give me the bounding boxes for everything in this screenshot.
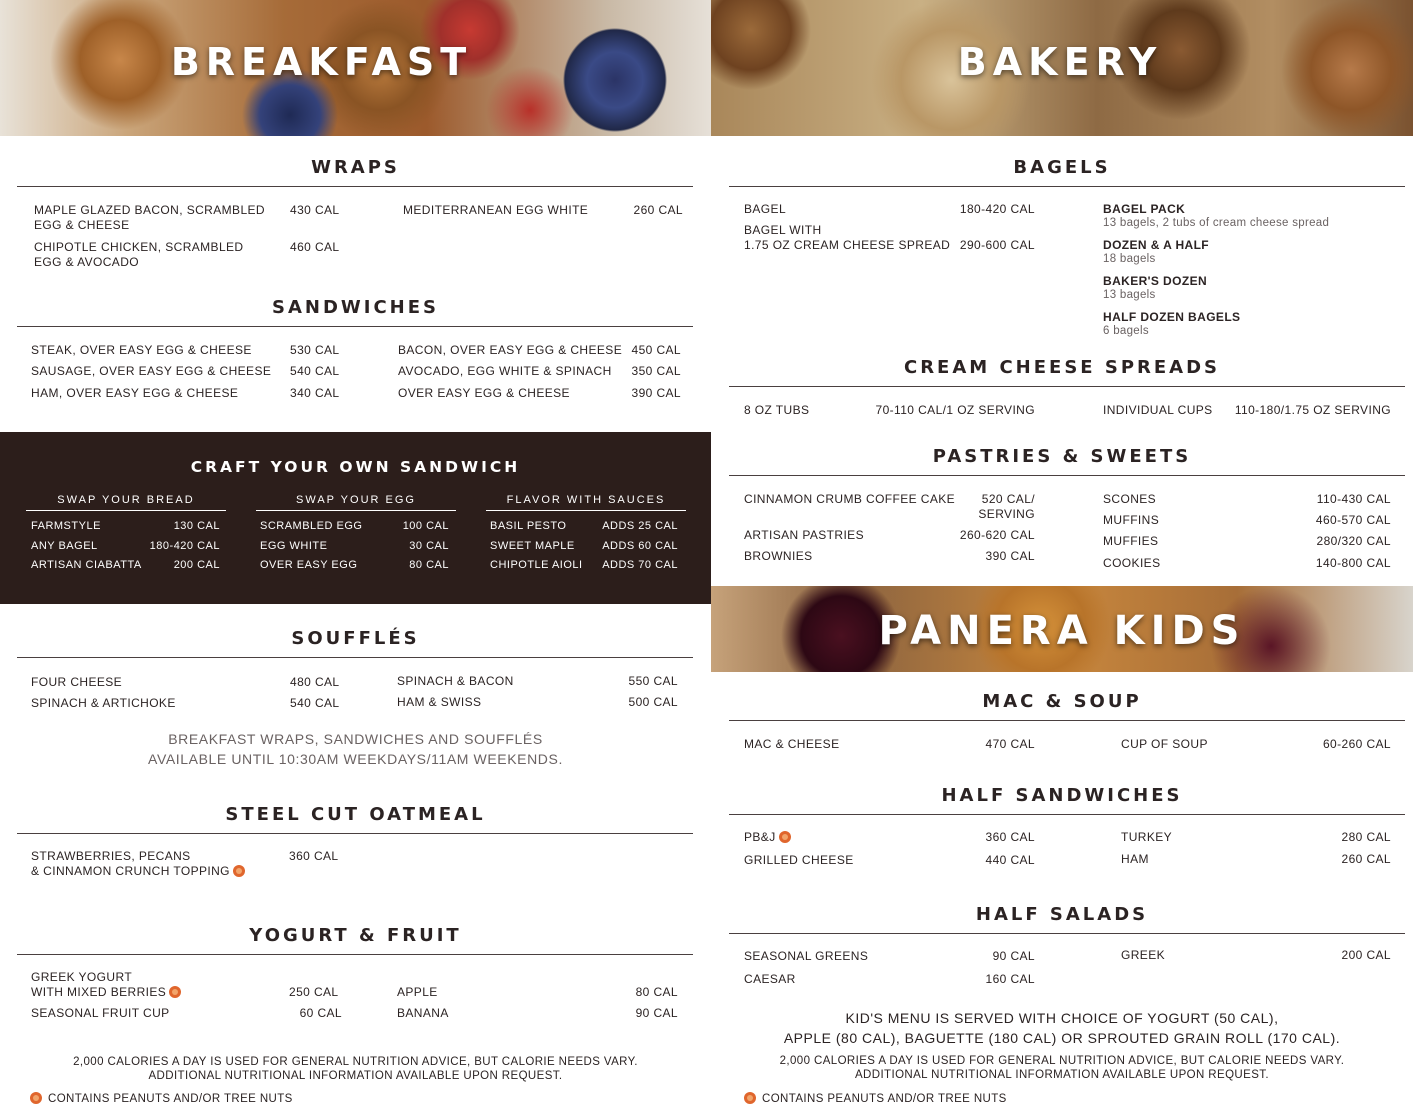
breakfast-banner-image <box>0 0 711 136</box>
menu-item-calories: 430 CAL <box>290 203 340 217</box>
sauce-option: SWEET MAPLE <box>490 540 575 552</box>
egg-calories: 30 CAL <box>409 540 449 552</box>
oatmeal-divider <box>17 833 693 834</box>
menu-item-calories: 500 CAL <box>628 695 678 709</box>
bakery-title: BAKERY <box>957 40 1163 84</box>
menu-item-calories: 260 CAL <box>633 203 683 217</box>
mac-soup-divider <box>729 720 1405 721</box>
nut-allergen-icon <box>744 1092 756 1104</box>
menu-item-name: CINNAMON CRUMB COFFEE CAKE <box>744 492 956 506</box>
menu-item-name: GRILLED CHEESE <box>744 853 854 867</box>
bagel-pack-desc: 13 bagels <box>1103 289 1156 301</box>
nutrition-disclaimer: 2,000 CALORIES A DAY IS USED FOR GENERAL NUTRITION ADVICE, BUT CALORIE NEEDS VARY. ADDITIONAL NUTRITIONAL INFORMATION AVAILABLE UPON REQUEST. <box>779 1055 1345 1081</box>
bagel-pack-desc: 6 bagels <box>1103 325 1149 337</box>
menu-item-calories: 440 CAL <box>985 853 1035 867</box>
souffles-heading: SOUFFLÉS <box>291 628 420 649</box>
menu-item-name: MUFFIES <box>1103 534 1159 548</box>
menu-item-name: BANANA <box>397 1006 449 1020</box>
menu-item-name: SEASONAL GREENS <box>744 949 869 963</box>
bread-option: ANY BAGEL <box>31 540 98 552</box>
menu-item-name: BAGEL WITH 1.75 OZ CREAM CHEESE SPREAD <box>744 223 951 252</box>
menu-item-calories: 470 CAL <box>985 737 1035 751</box>
bakery-column <box>711 0 1413 1114</box>
menu-item-calories: 540 CAL <box>290 364 340 378</box>
bagel-pack-name: BAKER'S DOZEN <box>1103 274 1208 288</box>
menu-item-calories: 540 CAL <box>290 696 340 710</box>
menu-item-calories: 280/320 CAL <box>1316 534 1391 548</box>
bagel-pack-name: HALF DOZEN BAGELS <box>1103 310 1241 324</box>
nut-allergen-icon <box>779 831 791 843</box>
menu-item-name: SCONES <box>1103 492 1157 506</box>
menu-item-name: COOKIES <box>1103 556 1161 570</box>
sauce-calories: ADDS 70 CAL <box>602 559 678 571</box>
swap-egg-heading: SWAP YOUR EGG <box>296 494 416 506</box>
menu-item-calories: 460-570 CAL <box>1315 513 1391 527</box>
menu-item-name: CUP OF SOUP <box>1121 737 1208 751</box>
menu-item-name: BAGEL <box>744 202 787 216</box>
bagel-pack-desc: 13 bagels, 2 tubs of cream cheese spread <box>1103 217 1330 229</box>
menu-item-name: 8 OZ TUBS <box>744 403 810 417</box>
yogurt-heading: YOGURT & FRUIT <box>249 925 462 946</box>
menu-item-name: STEAK, OVER EASY EGG & CHEESE <box>31 343 252 357</box>
menu-item-calories: 200 CAL <box>1341 948 1391 962</box>
egg-option: EGG WHITE <box>260 540 328 552</box>
menu-item-calories: 360 CAL <box>289 849 339 863</box>
menu-item-calories: 550 CAL <box>628 674 678 688</box>
menu-item-name: INDIVIDUAL CUPS <box>1103 403 1213 417</box>
menu-item-calories: 360 CAL <box>985 830 1035 844</box>
panera-kids-banner-image <box>711 586 1413 672</box>
menu-item-calories: 460 CAL <box>290 240 340 254</box>
yogurt-divider <box>17 954 693 955</box>
menu-item-name: HAM, OVER EASY EGG & CHEESE <box>31 386 239 400</box>
spreads-divider <box>729 386 1405 387</box>
menu-item-calories: 180-420 CAL <box>959 202 1035 216</box>
half-sandwiches-heading: HALF SANDWICHES <box>941 785 1183 806</box>
bagel-pack-desc: 18 bagels <box>1103 253 1156 265</box>
bread-calories: 200 CAL <box>173 559 220 571</box>
allergen-legend: CONTAINS PEANUTS AND/OR TREE NUTS <box>30 1092 293 1105</box>
menu-item-name: MEDITERRANEAN EGG WHITE <box>403 203 589 217</box>
menu-item-name: HAM & SWISS <box>397 695 482 709</box>
allergen-legend: CONTAINS PEANUTS AND/OR TREE NUTS <box>744 1092 1007 1105</box>
menu-item-name: TURKEY <box>1121 830 1173 844</box>
menu-item-calories: 530 CAL <box>290 343 340 357</box>
menu-item-name: MAPLE GLAZED BACON, SCRAMBLED EGG & CHEESE <box>34 203 265 232</box>
bread-calories: 130 CAL <box>173 520 220 532</box>
menu-item-calories: 280 CAL <box>1341 830 1391 844</box>
menu-item-calories: 260 CAL <box>1341 852 1391 866</box>
menu-item-calories: 250 CAL <box>289 985 339 999</box>
menu-item-calories: 260-620 CAL <box>959 528 1035 542</box>
sauce-calories: ADDS 25 CAL <box>602 520 678 532</box>
menu-item-calories: 110-430 CAL <box>1316 492 1391 506</box>
menu-item-name: MAC & CHEESE <box>744 737 840 751</box>
menu-item-calories: 480 CAL <box>290 675 340 689</box>
menu-item-name: HAM <box>1121 852 1149 866</box>
menu-item-name: ARTISAN PASTRIES <box>744 528 864 542</box>
pastries-divider <box>729 475 1405 476</box>
menu-item-name: SPINACH & ARTICHOKE <box>31 696 176 710</box>
menu-item-name: APPLE <box>397 985 438 999</box>
mac-soup-heading: MAC & SOUP <box>982 691 1142 712</box>
menu-item-calories: 340 CAL <box>290 386 340 400</box>
menu-item-name: MUFFINS <box>1103 513 1160 527</box>
swap-bread-heading: SWAP YOUR BREAD <box>57 494 195 506</box>
half-salads-divider <box>729 933 1405 934</box>
wraps-heading: WRAPS <box>311 157 400 178</box>
sauce-calories: ADDS 60 CAL <box>602 540 678 552</box>
bagels-heading: BAGELS <box>1013 157 1111 178</box>
menu-item-name: PB&J <box>744 830 791 845</box>
half-sandwiches-divider <box>729 814 1405 815</box>
oatmeal-heading: STEEL CUT OATMEAL <box>225 804 486 825</box>
menu-item-calories: 140-800 CAL <box>1315 556 1391 570</box>
egg-option: OVER EASY EGG <box>260 559 358 571</box>
spreads-heading: CREAM CHEESE SPREADS <box>903 357 1221 378</box>
menu-item-calories: 70-110 CAL/1 OZ SERVING <box>875 403 1035 417</box>
breakfast-title: BREAKFAST <box>170 40 473 84</box>
bagel-pack-name: BAGEL PACK <box>1103 202 1186 216</box>
swap-egg-divider <box>256 510 456 511</box>
nut-allergen-icon <box>30 1092 42 1104</box>
sauce-option: CHIPOTLE AIOLI <box>490 559 583 571</box>
menu-item-calories: 450 CAL <box>631 343 681 357</box>
kids-sides-note: KID'S MENU IS SERVED WITH CHOICE OF YOGURT (50 CAL), APPLE (80 CAL), BAGUETTE (180 CAL) OR SPROUTED GRAIN ROLL (170 CAL). <box>783 1010 1341 1046</box>
panera-kids-title: PANERA KIDS <box>878 608 1246 654</box>
menu-item-calories: 160 CAL <box>985 972 1035 986</box>
menu-item-calories: 390 CAL <box>631 386 681 400</box>
menu-item-name: STRAWBERRIES, PECANS & CINNAMON CRUNCH TOPPING <box>31 849 245 879</box>
menu-item-name: CAESAR <box>744 972 796 986</box>
menu-item-calories: 350 CAL <box>631 364 681 378</box>
menu-item-name: SPINACH & BACON <box>397 674 514 688</box>
menu-item-name: BROWNIES <box>744 549 813 563</box>
swap-bread-divider <box>26 510 226 511</box>
egg-calories: 80 CAL <box>409 559 449 571</box>
menu-item-name: FOUR CHEESE <box>31 675 123 689</box>
menu-item-calories: 390 CAL <box>985 549 1035 563</box>
craft-your-own-panel <box>0 432 711 604</box>
sauce-option: BASIL PESTO <box>490 520 567 532</box>
menu-item-calories: 90 CAL <box>992 949 1035 963</box>
craft-heading: CRAFT YOUR OWN SANDWICH <box>190 458 521 476</box>
menu-item-name: GREEK YOGURT WITH MIXED BERRIES <box>31 970 181 1000</box>
menu-item-calories: 90 CAL <box>635 1006 678 1020</box>
menu-item-calories: 290-600 CAL <box>959 238 1035 252</box>
egg-calories: 100 CAL <box>402 520 449 532</box>
egg-option: SCRAMBLED EGG <box>260 520 363 532</box>
souffles-divider <box>17 657 693 658</box>
nut-allergen-icon <box>169 986 181 998</box>
availability-note: BREAKFAST WRAPS, SANDWICHES AND SOUFFLÉS AVAILABLE UNTIL 10:30AM WEEKDAYS/11AM WEEKENDS. <box>148 731 563 767</box>
bread-calories: 180-420 CAL <box>149 540 220 552</box>
bagel-pack-name: DOZEN & A HALF <box>1103 238 1210 252</box>
menu-item-name: GREEK <box>1121 948 1166 962</box>
half-salads-heading: HALF SALADS <box>975 904 1149 925</box>
wraps-divider <box>17 186 693 187</box>
bakery-banner-image <box>711 0 1413 136</box>
menu-item-name: OVER EASY EGG & CHEESE <box>398 386 570 400</box>
bagels-divider <box>729 186 1405 187</box>
menu-item-name: AVOCADO, EGG WHITE & SPINACH <box>398 364 612 378</box>
menu-item-calories: 60 CAL <box>299 1006 342 1020</box>
nutrition-disclaimer: 2,000 CALORIES A DAY IS USED FOR GENERAL NUTRITION ADVICE, BUT CALORIE NEEDS VARY. ADDITIONAL NUTRITIONAL INFORMATION AVAILABLE UPON REQUEST. <box>73 1056 638 1082</box>
sauces-divider <box>486 510 686 511</box>
menu-item-calories: 60-260 CAL <box>1322 737 1391 751</box>
menu-item-calories: 110-180/1.75 OZ SERVING <box>1234 403 1391 417</box>
menu-item-name: CHIPOTLE CHICKEN, SCRAMBLED EGG & AVOCADO <box>34 240 244 269</box>
menu-item-name: SEASONAL FRUIT CUP <box>31 1006 170 1020</box>
sandwiches-heading: SANDWICHES <box>272 297 439 318</box>
menu-item-name: SAUSAGE, OVER EASY EGG & CHEESE <box>31 364 272 378</box>
bread-option: ARTISAN CIABATTA <box>31 559 142 571</box>
sauces-heading: FLAVOR WITH SAUCES <box>506 494 666 506</box>
pastries-heading: PASTRIES & SWEETS <box>932 446 1192 467</box>
sandwiches-divider <box>17 326 693 327</box>
bread-option: FARMSTYLE <box>31 520 101 532</box>
menu-item-calories: 520 CAL/ SERVING <box>978 492 1035 521</box>
menu-item-name: BACON, OVER EASY EGG & CHEESE <box>398 343 623 357</box>
nut-allergen-icon <box>233 865 245 877</box>
menu-item-calories: 80 CAL <box>635 985 678 999</box>
